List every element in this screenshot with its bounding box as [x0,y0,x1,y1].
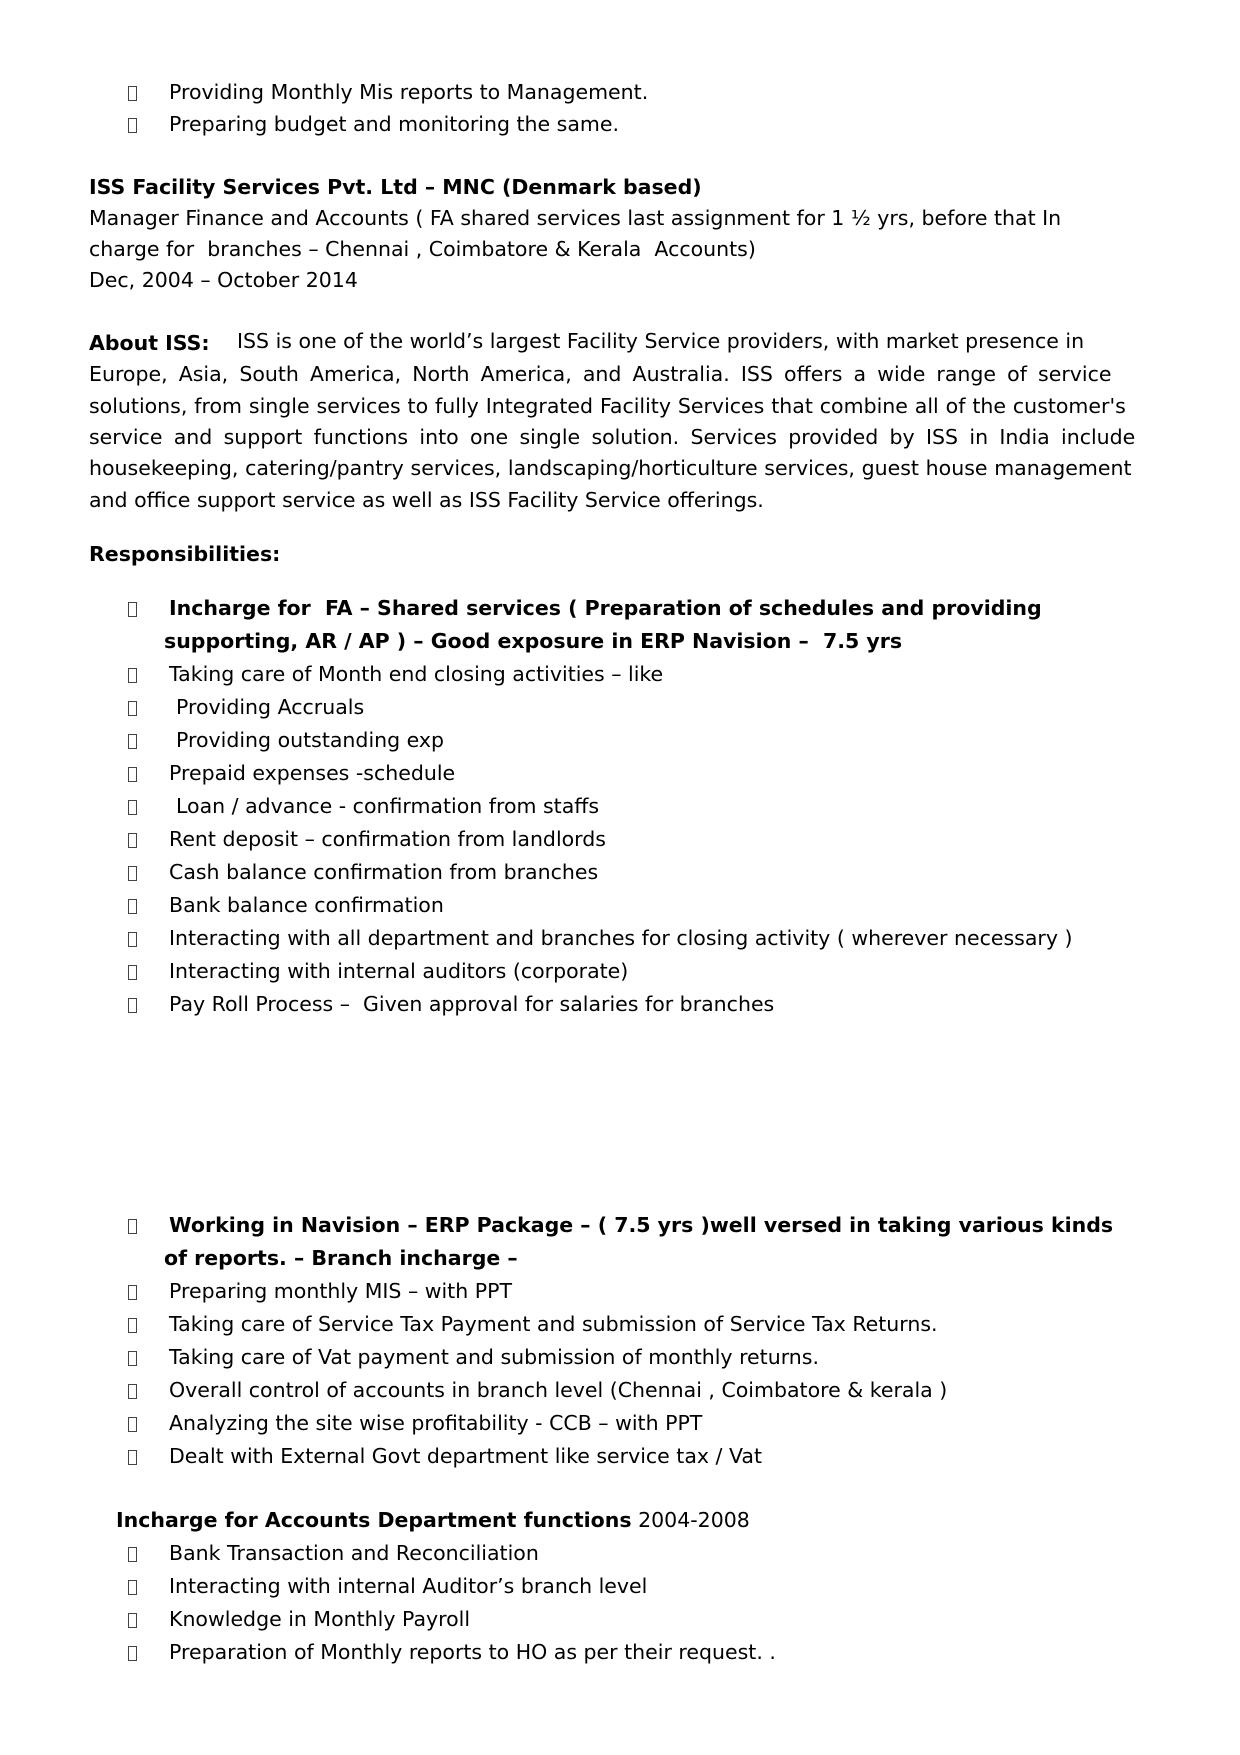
bullet-box-icon [128,1219,137,1234]
bullet-box-icon [128,1417,137,1432]
bullet-box-icon [128,1547,137,1562]
responsibilities-heading: Responsibilities: [89,542,281,566]
bullet-box-icon [128,767,137,782]
bullet-box-icon [128,701,137,716]
bullet-box-icon [128,899,137,914]
about-label: About ISS: [89,331,210,355]
bullet-box-icon [128,1646,137,1661]
list-item-bold: Working in Navision – ERP Package – ( 7.5 yrs )well versed in taking various kinds [0,1215,29,1297]
about-line: ISS is one of the world’s largest Facility Service providers, with market presence in [237,329,1085,353]
bullet-box-icon [128,1384,137,1399]
bullet-box-icon [128,1613,137,1628]
bullet-box-icon [128,668,137,683]
bullet-box-icon [128,1285,137,1300]
bullet-box-icon [128,866,137,881]
employment-dates: Dec, 2004 – October 2014 [89,268,358,292]
bullet-box-icon [128,734,137,749]
bullet-box-icon [128,1351,137,1366]
bullet-box-icon [128,833,137,848]
about-line: and office support service as well as ISS Facility Service offerings. [89,488,764,512]
company-heading: ISS Facility Services Pvt. Ltd – MNC (Denmark based) [89,175,702,199]
list-item-bold: Incharge for FA – Shared services ( Preparation of schedules and providing [0,598,29,680]
section-heading: Incharge for Accounts Department functions 2004-2008 [116,1508,750,1532]
list-item: Providing Monthly Mis reports to Management. [0,82,26,164]
bullet-box-icon [128,1318,137,1333]
bullet-box-icon [128,800,137,815]
bullet-box-icon [128,1450,137,1465]
bullet-box-icon [128,1580,137,1595]
about-line: Europe, Asia, South America, North America, and Australia. ISS offers a wide range of service [89,362,1112,386]
role-line: charge for branches – Chennai , Coimbatore & Kerala Accounts) [89,237,756,261]
about-line: service and support functions into one single solution. Services provided by ISS in India include [89,425,1136,449]
role-line: Manager Finance and Accounts ( FA shared services last assignment for 1 ½ yrs, before that In [89,206,1062,230]
about-line: solutions, from single services to fully Integrated Facility Services that combine all of the customer's [89,394,1126,418]
list-item: Preparing budget and monitoring the same. [0,114,26,196]
bullet-box-icon [128,86,137,101]
about-line: housekeeping, catering/pantry services, landscaping/horticulture services, guest house management [89,456,1132,480]
bullet-box-icon [128,932,137,947]
list-item-continuation: supporting, AR / AP ) – Good exposure in ERP Navision – 7.5 yrs [164,629,903,653]
resume-page: Providing Monthly Mis reports to Management. Preparing budget and monitoring the same. ISS Facility Services Pvt. Ltd – MNC (Denmark based) Manager Finance and Accounts ( FA shared services last assignment for 1 ½ yrs, before that In charge for branches – Chennai , Coimbatore & Kerala Accounts) Dec, 2004 – October 2014 About ISS: ISS is one of the world’s largest Facility Service providers, with market presence in Europe, Asia, South America, North America, and Australia. ISS offers a wide range of service solutions, from single services to fully Integrated Facility Services that combine all of the customer's service and support functions into one single solution. Services provided by ISS in India include housekeeping, catering/pantry services, landscaping/horticulture services, guest house management and office support service as well as ISS Facility Service offerings. Responsibilities: Incharge for FA – Shared services ( Preparation of schedules and providing supporting, AR / AP ) – Good exposure in ERP Navision – 7.5 yrs Taking care of Month end closing activities – like Providing Accruals Providing outstanding exp Prepaid expenses -schedule Loan / advance - confirmation from staffs Rent deposit – confirmation from landlords Cash balance confirmation from branches Bank balance confirmation Interacting with all department and branches for closing activity ( wherever necessary ) Interacting with internal auditors (corporate) Pay Roll Process – Given approval for salaries for branches Working in Navision – ERP Package – ( 7.5 yrs )well versed in taking various kinds of reports. – Branch incharge – Preparing monthly MIS – with PPT Taking care of Service Tax Payment and submission of Service Tax Returns. Taking care of Vat payment and submission of monthly returns. Overall control of accounts in branch level (Chennai , Coimbatore & kerala ) Analyzing the site wise profitability - CCB – with PPT Dealt with External Govt department like service tax / Vat Incharge for Accounts Department functions 2004-2008 Bank Transaction and Reconciliation Interacting with internal Auditor’s branch level Knowledge in Monthly Payroll Preparation of Monthly reports to HO as per their request. . [0,0,1240,1755]
bullet-box-icon [128,998,137,1013]
bullet-box-icon [128,602,137,617]
bullet-box-icon [128,965,137,980]
bullet-box-icon [128,118,137,133]
list-item-continuation: of reports. – Branch incharge – [164,1246,518,1270]
about-paragraph [89,326,1160,357]
